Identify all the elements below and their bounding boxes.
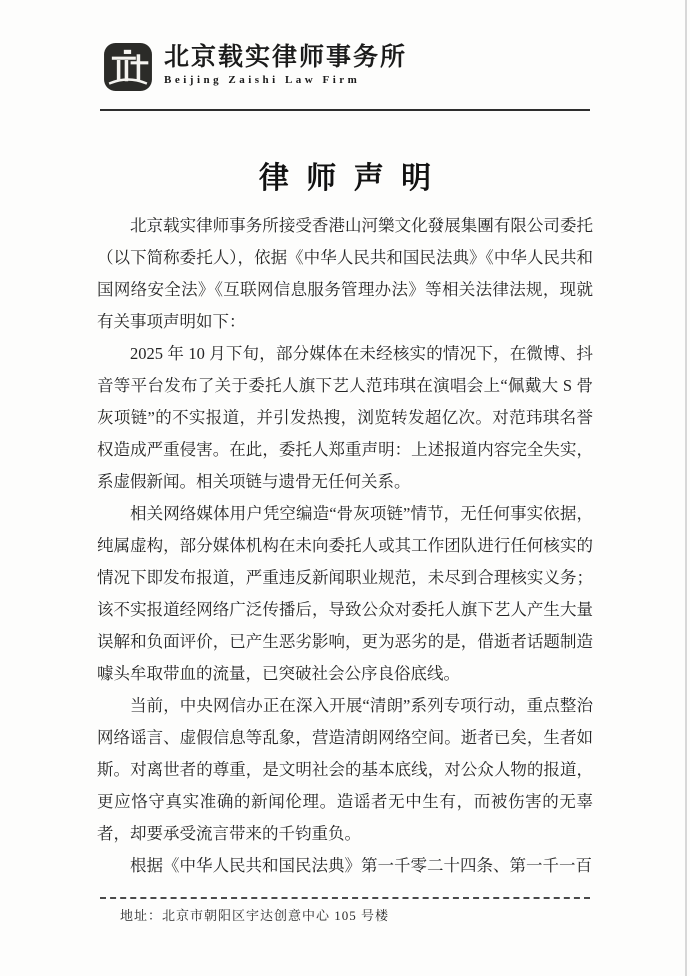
law-firm-logo-icon [103,42,153,92]
page-title: 律师声明 [258,162,449,196]
firm-name-en: Beijing Zaishi Law Firm [164,74,361,86]
footer-divider [100,897,590,899]
letterhead [103,42,407,92]
firm-name-zh: 北京载实律师事务所 [164,43,408,71]
firm-name-block [164,42,407,86]
statement-body [97,210,593,882]
statement-paragraph-1: 北京载实律师事务所接受香港山河樂文化發展集團有限公司委托（以下简称委托人），依据《中华人民共和国民法典》《中华人民共和国网络安全法》《互联网信息服务管理办法》等相关法律法规，现就有关事项声明如下： [97,216,593,331]
statement-paragraph-2: 2025 年 10 月下旬，部分媒体在未经核实的情况下，在微博、抖音等平台发布了关于委托人旗下艺人范玮琪在演唱会上“佩戴大 S 骨灰项链”的不实报道，并引发热搜，浏览转发超亿次。对范玮琪名誉权造成严重侵害。在此，委托人郑重声明：上述报道内容完全失实，系虚假新闻。相关项链与遗骨无任何关系。 [97,344,593,491]
statement-paragraph-4: 当前，中央网信办正在深入开展“清朗”系列专项行动，重点整治网络谣言、虚假信息等乱象，营造清朗网络空间。逝者已矣，生者如斯。对离世者的尊重，是文明社会的基本底线，对公众人物的报道，更应恪守真实准确的新闻伦理。造谣者无中生有，而被伤害的无辜者，却要承受流言带来的千钧重负。 [97,696,593,843]
letterhead-divider [100,109,590,111]
statement-paragraph-5: 根据《中华人民共和国民法典》第一千零二十四条、第一千一百 [130,856,592,875]
scan-edge-line [685,0,687,976]
statement-paragraph-3: 相关网络媒体用户凭空编造“骨灰项链”情节，无任何事实依据，纯属虚构，部分媒体机构在未向委托人或其工作团队进行任何核实的情况下即发布报道，严重违反新闻职业规范，未尽到合理核实义务；该不实报道经网络广泛传播后，导致公众对委托人旗下艺人产生大量误解和负面评价，已产生恶劣影响，更为恶劣的是，借逝者话题制造噱头牟取带血的流量，已突破社会公序良俗底线。 [97,504,593,683]
footer-address: 地址：北京市朝阳区宇达创意中心 105 号楼 [120,908,390,923]
